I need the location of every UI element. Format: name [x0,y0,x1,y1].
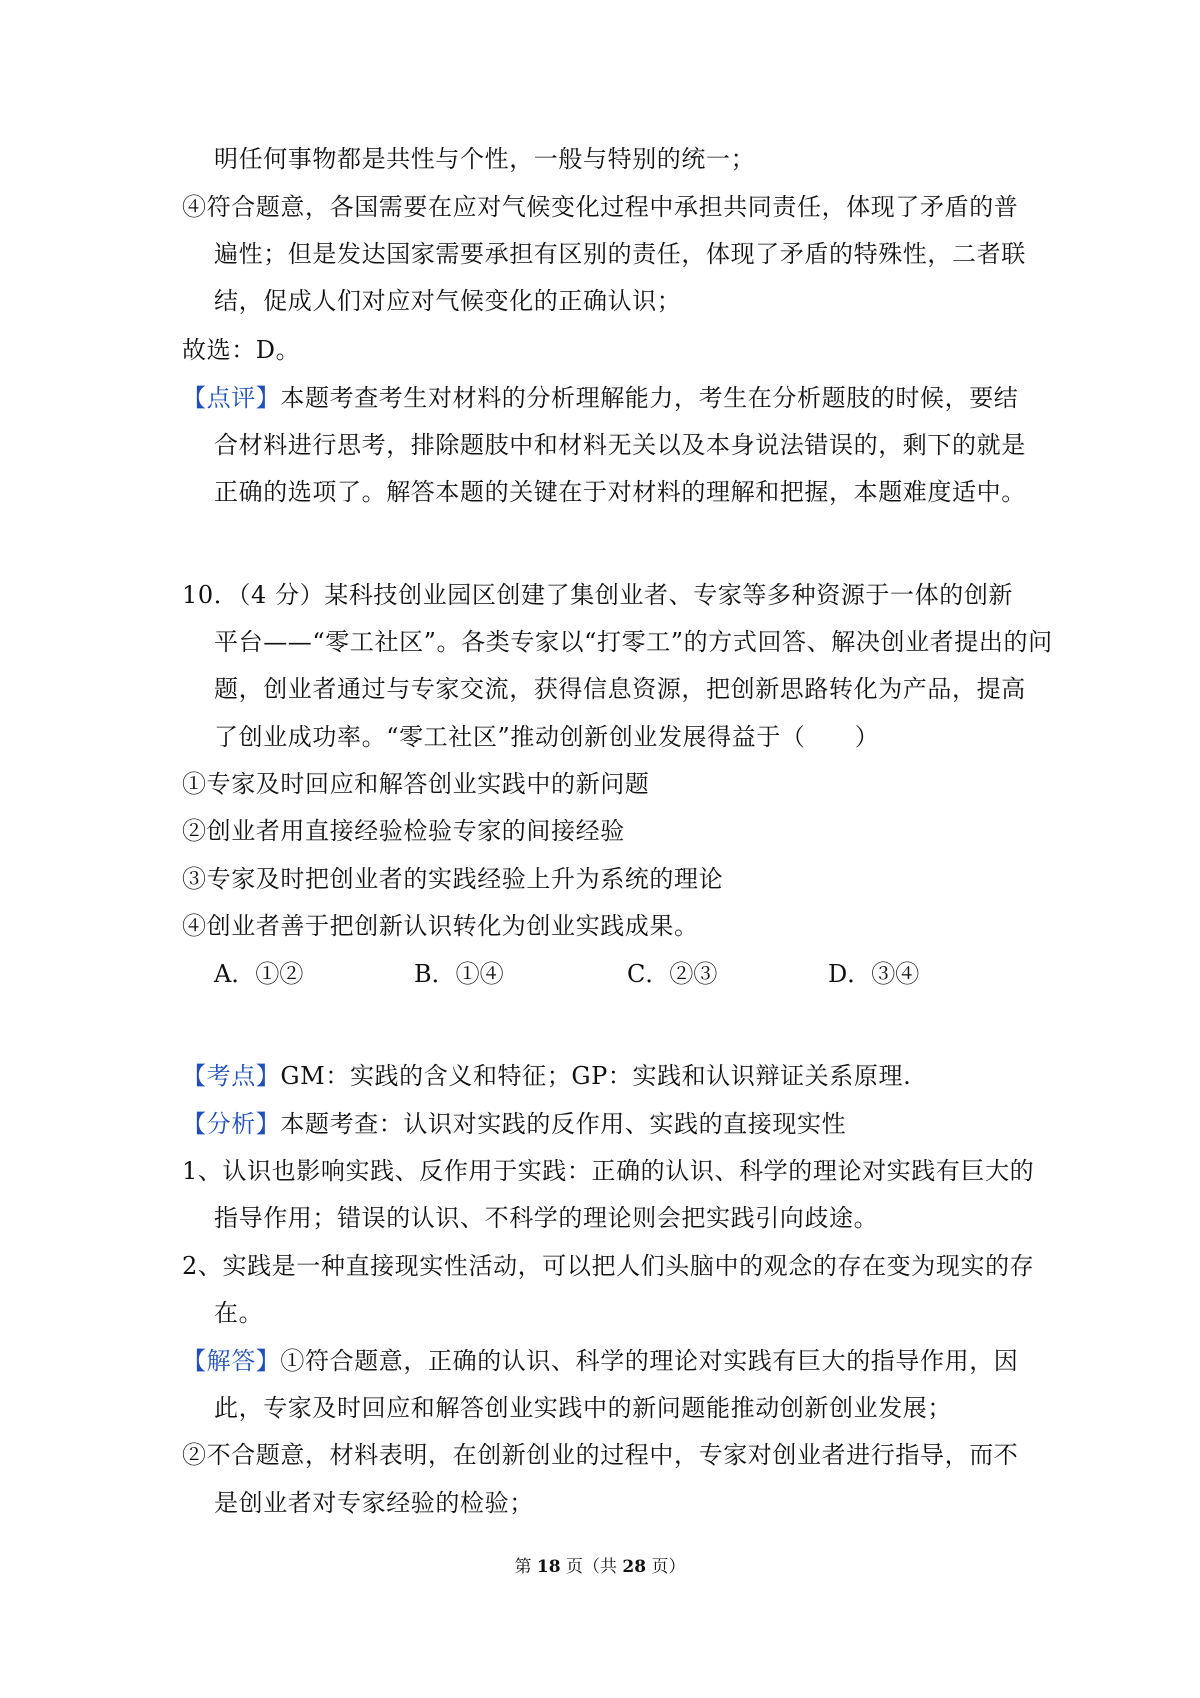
q10-point-1-line-2: 指导作用；错误的认识、不科学的理论则会把实践引向歧途。 [214,1204,879,1232]
q10-stem-line-4: 了创业成功率。“零工社区”推动创新创业发展得益于（ ） [214,723,880,751]
q10-options [214,958,974,990]
q10-stem-line-2: 平台——“零工社区”。各类专家以“打零工”的方式回答、解决创业者提出的问 [214,628,1053,656]
q9-comment-line-3: 正确的选项了。解答本题的关键在于对材料的理解和把握，本题难度适中。 [214,478,1026,506]
q10-jieda-line-3: ②不合题意，材料表明，在创新创业的过程中，专家对创业者进行指导，而不 [182,1441,1019,1469]
q10-stem-line-3: 题，创业者通过与专家交流，获得信息资源，把创新思路转化为产品，提高 [214,675,1026,703]
q10-stem-line-1: 10．（4 分）某科技创业园区创建了集创业者、专家等多种资源于一体的创新 [182,581,1014,609]
q9-comment-line-2: 合材料进行思考，排除题肢中和材料无关以及本身说法错误的，剩下的就是 [214,431,1026,459]
footer-suffix: 页） [646,1557,686,1577]
fenxi-text: 本题考查：认识对实践的反作用、实践的直接现实性 [280,1110,847,1138]
q9-analysis-line-1: 明任何事物都是共性与个性，一般与特别的统一； [214,145,756,173]
q9-analysis-line-4: 结，促成人们对应对气候变化的正确认识； [214,287,682,315]
q10-point-2-line-2: 在。 [214,1299,264,1327]
jieda-tag: 【解答】 [182,1347,281,1375]
footer-total-pages: 28 [622,1557,647,1577]
q10-kaodian [182,1060,911,1092]
q10-item-4: ④创业者善于把创新认识转化为创业实践成果。 [182,912,699,940]
q10-item-3: ③专家及时把创业者的实践经验上升为系统的理论 [182,865,724,893]
q10-point-2-line-1: 2、实践是一种直接现实性活动，可以把人们头脑中的观念的存在变为现实的存 [182,1252,1035,1280]
comment-tag: 【点评】 [182,384,281,412]
option-a: A．①② [214,960,304,988]
comment-text-1: 本题考查考生对材料的分析理解能力，考生在分析题肢的时候，要结 [280,384,1019,412]
q9-analysis-line-3: 遍性；但是发达国家需要承担有区别的责任，体现了矛盾的特殊性，二者联 [214,240,1026,268]
footer-middle: 页（共 [560,1557,623,1577]
jieda-text-1: ①符合题意，正确的认识、科学的理论对实践有巨大的指导作用，因 [280,1347,1019,1375]
kaodian-tag: 【考点】 [182,1062,281,1090]
page-footer [0,1555,1200,1579]
q10-jieda-line-1 [182,1345,1018,1377]
option-c: C．②③ [627,960,718,988]
q10-item-2: ②创业者用直接经验检验专家的间接经验 [182,817,625,845]
q9-answer: 故选：D。 [182,336,301,364]
option-d: D．③④ [828,960,920,988]
q9-comment-line-1 [182,382,1018,414]
option-b: B．①④ [414,960,504,988]
q10-jieda-line-2: 此，专家及时回应和解答创业实践中的新问题能推动创新创业发展； [214,1394,952,1422]
q10-jieda-line-4: 是创业者对专家经验的检验； [214,1489,534,1517]
q10-item-1: ①专家及时回应和解答创业实践中的新问题 [182,770,650,798]
kaodian-text: GM：实践的含义和特征；GP：实践和认识辩证关系原理. [280,1062,912,1090]
fenxi-tag: 【分析】 [182,1110,281,1138]
q10-fenxi [182,1108,846,1140]
footer-page-number: 18 [536,1557,561,1577]
q10-point-1-line-1: 1、认识也影响实践、反作用于实践：正确的认识、科学的理论对实践有巨大的 [182,1157,1035,1185]
footer-prefix: 第 [514,1557,537,1577]
q9-analysis-line-2: ④符合题意，各国需要在应对气候变化过程中承担共同责任，体现了矛盾的普 [182,193,1019,221]
